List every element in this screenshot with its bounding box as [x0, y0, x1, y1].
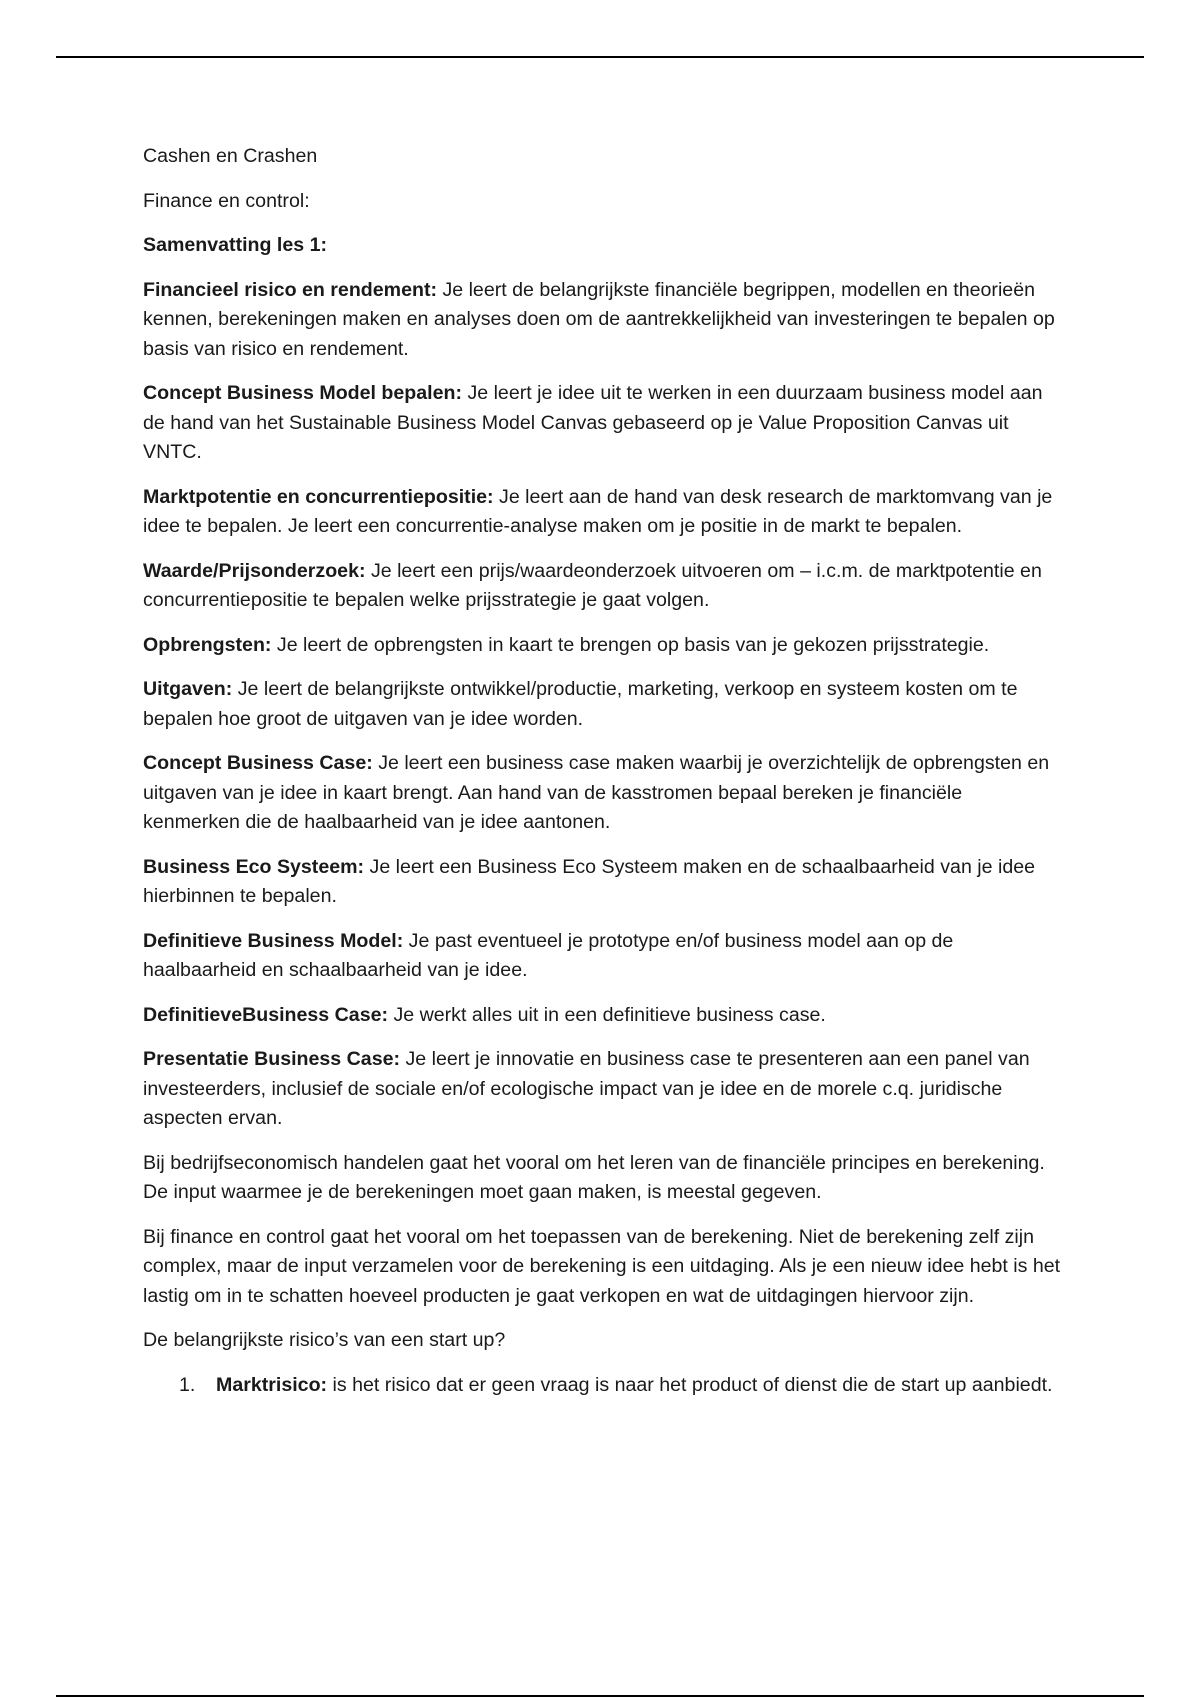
body-paragraph: Bij finance en control gaat het vooral om het toepassen van de berekening. Niet de berekening zelf zijn complex, maar de input verzamelen voor de berekening is een uitdaging. Als je een nieuw idee hebt is het lastig om in te schatten hoeveel producten je gaat verkopen en wat de uitdagingen hiervoor zijn. — [143, 1225, 1061, 1307]
topic-term: Concept Business Case: — [143, 752, 373, 774]
list-number: 1. — [179, 1373, 196, 1396]
topic-term: Concept Business Model bepalen: — [143, 382, 462, 404]
topic-term: Waarde/Prijsonderzoek: — [143, 559, 366, 582]
document-subtitle: Finance en control: — [143, 189, 310, 212]
topic-term: Uitgaven: — [143, 678, 233, 700]
topic-text: Je past eventueel je prototype en/of business model aan op de haalbaarheid en schaalbaarheid van je idee. — [143, 929, 954, 981]
topic-paragraph — [143, 1001, 1063, 1031]
risk-list — [143, 1371, 1063, 1401]
topic-text: Je leert je idee uit te werken in een duurzaam business model aan de hand van het Sustainable Business Model Canvas gebaseerd op je Value Proposition Canvas uit VNTC. — [143, 382, 1043, 463]
body-paragraph: Bij bedrijfseconomisch handelen gaat het vooral om het leren van de financiële principes en berekening. De input waarmee je de berekeningen moet gaan maken, is meestal gegeven. — [143, 1151, 1045, 1203]
topic-term: Definitieve Business Model: — [143, 929, 404, 952]
risks-question: De belangrijkste risico’s van een start up? — [143, 1329, 506, 1351]
topic-term: Opbrengsten: — [143, 633, 272, 656]
topic-text: Je leert een Business Eco Systeem maken en de schaalbaarheid van je idee hierbinnen te bepalen. — [143, 855, 1036, 907]
topic-text: Je leert je innovatie en business case te presenteren aan een panel van investeerders, inclusief de sociale en/of ecologische impact van je idee en de morele c.q. juridische aspecten ervan. — [143, 1048, 1030, 1129]
topic-paragraph — [143, 853, 1063, 912]
topic-term: Marktpotentie en concurrentiepositie: — [143, 485, 494, 508]
topic-text: Je leert de belangrijkste ontwikkel/productie, marketing, verkoop en systeem kosten om te bepalen hoe groot de uitgaven van je idee worden. — [143, 678, 1018, 730]
topic-text: Je werkt alles uit in een definitieve business case. — [388, 1003, 826, 1026]
footer-rule — [56, 1695, 1144, 1697]
topic-text: Je leert de belangrijkste financiële begrippen, modellen en theorieën kennen, berekeningen maken en analyses doen om de aantrekkelijkheid van investeringen te bepalen op basis van risico en rendement. — [143, 278, 1055, 360]
topic-text: Je leert een business case maken waarbij je overzichtelijk de opbrengsten en uitgaven van je idee in kaart brengt. Aan hand van de kasstromen bepaal bereken je financiële kenmerken die de haalbaarheid van je idee aantonen. — [143, 752, 1050, 833]
section-heading: Samenvatting les 1: — [143, 234, 328, 256]
topic-paragraph — [143, 749, 1063, 838]
topic-paragraph — [143, 675, 1063, 734]
list-item — [143, 1371, 1063, 1401]
topic-text: Je leert aan de hand van desk research de marktomvang van je idee te bepalen. Je leert een concurrentie-analyse maken om je positie in de markt te bepalen. — [143, 485, 1053, 537]
topic-paragraph — [143, 557, 1063, 616]
risk-text: is het risico dat er geen vraag is naar het product of dienst die de start up aanbiedt. — [327, 1373, 1053, 1396]
topic-paragraph — [143, 276, 1063, 365]
document-body — [143, 142, 1063, 1400]
topic-term: Presentatie Business Case: — [143, 1048, 401, 1070]
topic-paragraph — [143, 631, 1063, 661]
topic-term: Financieel risico en rendement: — [143, 278, 437, 301]
topic-paragraph — [143, 379, 1063, 468]
topic-term: Business Eco Systeem: — [143, 855, 365, 878]
header-rule — [56, 56, 1144, 58]
topic-paragraph — [143, 483, 1063, 542]
topic-paragraph — [143, 927, 1063, 986]
topic-term: DefinitieveBusiness Case: — [143, 1003, 389, 1026]
topic-paragraph — [143, 1045, 1063, 1134]
risk-term: Marktrisico: — [216, 1373, 328, 1396]
topic-text: Je leert de opbrengsten in kaart te brengen op basis van je gekozen prijsstrategie. — [271, 633, 990, 656]
topic-text: Je leert een prijs/waardeonderzoek uitvoeren om – i.c.m. de marktpotentie en concurrentiepositie te bepalen welke prijsstrategie je gaat volgen. — [143, 559, 1042, 611]
document-title: Cashen en Crashen — [143, 145, 318, 167]
